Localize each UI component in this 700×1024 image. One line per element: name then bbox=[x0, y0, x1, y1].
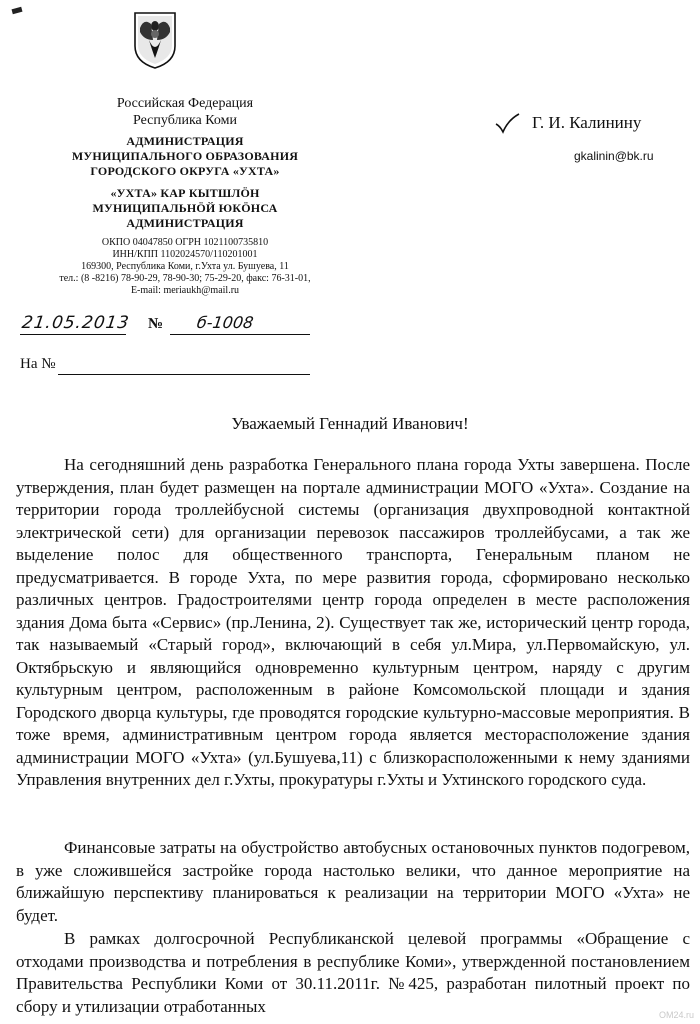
paragraph-text: На сегодняшний день разработка Генерального плана города Ухты завершена. После утверждения, план будет размещен на портале администрации МОГО «Ухта». Создание на территории города троллейбусной системы (организация двухпроводной контактной электрической сети) для организации перевозок пассажиров троллейбусами, а так же выделение полос для общественного транспорта, Генеральным планом не предусматривается. В городе Ухта, по мере развития города, сформировано несколько различных центров. Градостроителями центр города определен в месте расположения здания Дома быта «Сервис» (пр.Ленина, 2). Существует так же, исторический центр города, так называемый «Старый город», включающий в себя ул.Мира, ул.Первомайскую, ул. Октябрьскую и являющийся одновременно культурным центром, наряду с другим культурным центром, расположенным в районе Комсомольской площади и здания Городского дворца культуры, где проводятся городские культурно-массовые мероприятия. В тоже время, административным центром города является месторасположение здания администрации МОГО «Ухта» (ул.Бушуева,11) с близкорасположенными к нему зданиями Управления внутренних дел г.Ухты, прокуратуры г.Ухты и Ухтинского городского суда. bbox=[16, 455, 690, 789]
header-komi-line: «УХТА» КАР КЫТШЛӦН bbox=[110, 186, 260, 200]
header-admin-line: ГОРОДСКОГО ОКРУГА «УХТА» bbox=[90, 164, 280, 178]
header-republic: Республика Коми bbox=[133, 113, 237, 128]
header-admin-line: АДМИНИСТРАЦИЯ bbox=[126, 134, 244, 148]
header-komi-line: АДМИНИСТРАЦИЯ bbox=[126, 216, 244, 230]
paragraph-text: В рамках долгосрочной Республиканской целевой программы «Обращение с отходами производства и потребления в республике Коми», утвержденной постановлением Правительства Республики Коми от 30.11.2011г. №425, разработан пилотный проект по сбору и утилизации отработанных bbox=[16, 929, 690, 1016]
header-komi-line: МУНИЦИПАЛЬНӦЙ ЮКӦНСА bbox=[92, 201, 278, 215]
reply-to-label: На № bbox=[20, 356, 56, 372]
handwritten-date: 21.05.2013 bbox=[20, 313, 131, 333]
header-admin-line: МУНИЦИПАЛЬНОГО ОБРАЗОВАНИЯ bbox=[71, 149, 299, 163]
header-email: E-mail: meriaukh@mail.ru bbox=[130, 285, 240, 296]
body-paragraph bbox=[16, 454, 690, 836]
reply-to-line bbox=[58, 356, 310, 375]
recipient-name: Г. И. Калинину bbox=[532, 113, 642, 132]
header-phones: тел.: (8 -8216) 78-90-29, 78-90-30; 75-29-20, факс: 76-31-01, bbox=[59, 273, 311, 284]
body-paragraph bbox=[16, 837, 690, 925]
checkmark-icon bbox=[494, 112, 520, 134]
header-codes: ОКПО 04047850 ОГРН 1021100735810 bbox=[101, 237, 269, 248]
header-country: Российская Федерация bbox=[116, 96, 254, 111]
recipient-email: gkalinin@bk.ru bbox=[574, 149, 654, 163]
watermark: ОМ24.ru bbox=[658, 1010, 694, 1020]
body-paragraph bbox=[16, 928, 690, 1024]
greeting: Уважаемый Геннадий Иванович! bbox=[231, 414, 469, 433]
corner-mark bbox=[12, 7, 23, 14]
number-label: № bbox=[148, 316, 164, 332]
paragraph-text: Финансовые затраты на обустройство автобусных остановочных пунктов подогревом, в уже сложившейся застройке города настолько велики, что данное мероприятие на ближайшую перспективу планироваться к реализации на территории МОГО «Ухта» не будет. bbox=[16, 838, 690, 925]
coat-of-arms-icon bbox=[132, 10, 178, 70]
header-address: 169300, Республика Коми, г.Ухта ул. Бушуева, 11 bbox=[81, 261, 289, 272]
handwritten-number: б-1008 bbox=[195, 313, 255, 332]
header-inn: ИНН/КПП 1102024570/110201001 bbox=[112, 249, 258, 260]
